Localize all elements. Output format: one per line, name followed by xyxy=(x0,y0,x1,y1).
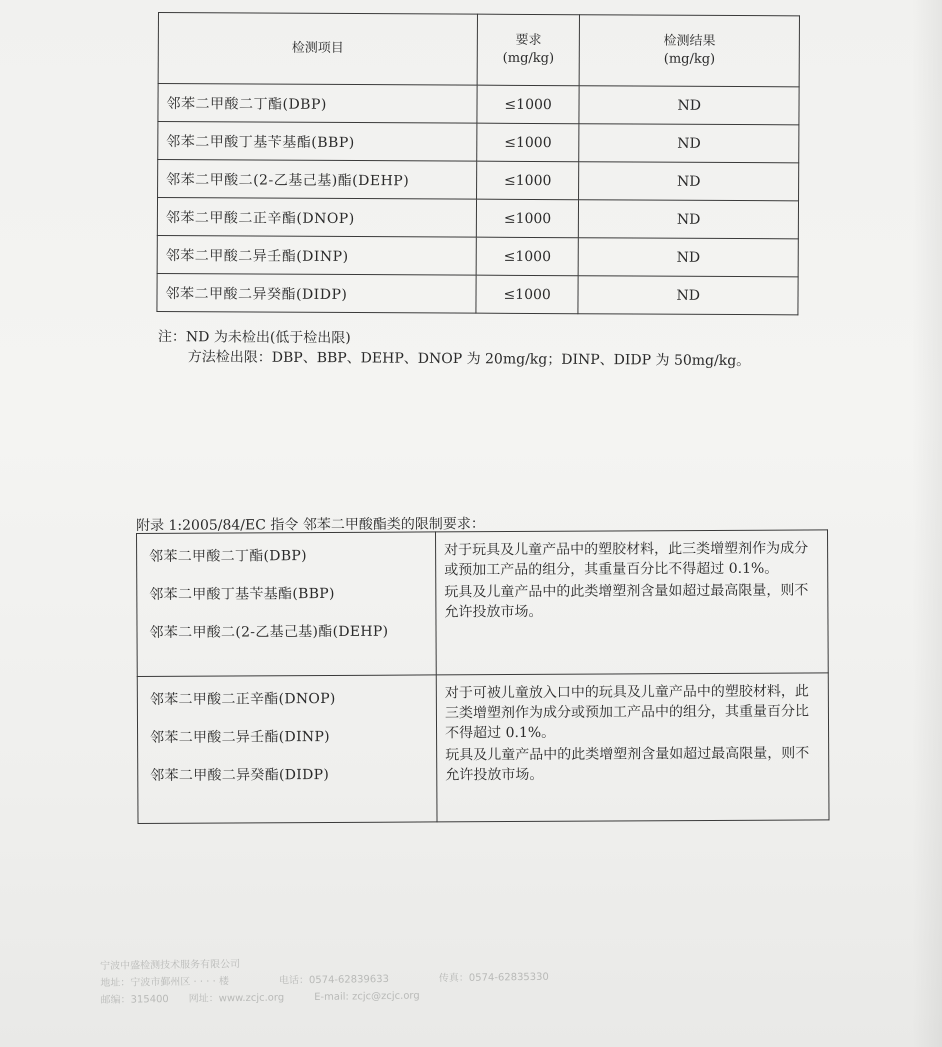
row-item: 邻苯二甲酸二丁酯(DBP) xyxy=(158,84,477,124)
appendix-requirement-market: 玩具及儿童产品中的此类增塑剂含量如超过最高限量，则不允许投放市场。 xyxy=(445,745,810,784)
appendix-item: 邻苯二甲酸丁基苄基酯(BBP) xyxy=(149,585,335,603)
footer-company: 宁波中盛检测技术服务有限公司 xyxy=(100,959,241,972)
appendix-table xyxy=(136,529,830,824)
table-row xyxy=(158,160,799,201)
appendix-item: 邻苯二甲酸二丁酯(DBP) xyxy=(149,548,307,565)
header-requirement-unit: (mg/kg) xyxy=(502,50,555,67)
footer-phone: 电话：0574-62839633 xyxy=(278,973,389,987)
table-row xyxy=(158,122,799,163)
row-item: 邻苯二甲酸丁基苄基酯(BBP) xyxy=(158,122,477,162)
row-item: 邻苯二甲酸二(2-乙基己基)酯(DEHP) xyxy=(158,160,477,200)
test-results-table xyxy=(156,12,800,315)
row-requirement: ≤1000 xyxy=(477,123,580,162)
row-result: ND xyxy=(579,200,799,239)
appendix-item: 邻苯二甲酸二异癸酯(DIDP) xyxy=(150,766,330,784)
appendix-requirement-cell xyxy=(436,530,829,675)
row-item: 邻苯二甲酸二异壬酯(DINP) xyxy=(157,235,476,275)
appendix-requirement-cell xyxy=(436,673,829,822)
header-result xyxy=(580,15,800,87)
appendix-item: 邻苯二甲酸二正辛酯(DNOP) xyxy=(149,690,336,708)
row-result: ND xyxy=(579,86,799,125)
page-footer xyxy=(100,952,549,1009)
table-notes xyxy=(158,327,751,371)
row-result: ND xyxy=(579,124,799,163)
row-requirement: ≤1000 xyxy=(476,275,579,314)
appendix-item: 邻苯二甲酸二异壬酯(DINP) xyxy=(150,728,330,746)
row-result: ND xyxy=(579,238,799,277)
header-requirement xyxy=(477,14,580,86)
page-edge-shadow xyxy=(912,0,942,1047)
row-result: ND xyxy=(579,162,799,201)
table-row xyxy=(157,198,798,239)
appendix-requirement-limit: 对于玩具及儿童产品中的塑胶材料，此三类增塑剂作为成分或预加工产品的组分，其重量百分比不得超过 0.1%。 xyxy=(444,540,809,579)
note-nd-definition: 注：ND 为未检出(低于检出限) xyxy=(157,328,351,347)
row-requirement: ≤1000 xyxy=(476,161,579,200)
table-header-row xyxy=(158,13,799,87)
appendix-row xyxy=(137,673,829,824)
appendix-items-cell xyxy=(137,675,437,824)
row-result: ND xyxy=(578,276,798,315)
row-item: 邻苯二甲酸二正辛酯(DNOP) xyxy=(157,198,476,238)
row-requirement: ≤1000 xyxy=(476,199,579,238)
appendix-title: 附录 1:2005/84/EC 指令 邻苯二甲酸酯类的限制要求： xyxy=(136,516,485,534)
note-detection-limit: 方法检出限：DBP、BBP、DEHP、DNOP 为 20mg/kg；DINP、DIDP 为 50mg/kg。 xyxy=(187,349,751,370)
footer-website: 网址：www.zcjc.org xyxy=(188,992,285,1005)
footer-fax: 传真：0574-62835330 xyxy=(438,971,549,985)
table-row xyxy=(157,273,798,314)
header-item: 检测项目 xyxy=(158,13,477,86)
footer-email: E-mail: zcjc@zcjc.org xyxy=(314,990,420,1004)
header-result-unit: (mg/kg) xyxy=(663,51,716,67)
appendix-requirement-market: 玩具及儿童产品中的此类增塑剂含量如超过最高限量，则不允许投放市场。 xyxy=(444,582,809,621)
appendix-requirement-limit: 对于可被儿童放入口中的玩具及儿童产品中的塑胶材料，此三类增塑剂作为成分或预加工产品中的组分，其重量百分比不得超过 0.1%。 xyxy=(444,683,810,742)
appendix-row xyxy=(137,530,829,677)
row-item: 邻苯二甲酸二异癸酯(DIDP) xyxy=(157,273,476,313)
appendix-item: 邻苯二甲酸二(2-乙基己基)酯(DEHP) xyxy=(149,623,389,641)
header-result-label: 检测结果 xyxy=(663,33,716,49)
appendix-items-cell xyxy=(137,532,437,677)
header-requirement-label: 要求 xyxy=(515,32,542,49)
table-row xyxy=(158,84,799,125)
row-requirement: ≤1000 xyxy=(476,237,579,276)
footer-postcode: 邮编：315400 xyxy=(100,994,169,1006)
row-requirement: ≤1000 xyxy=(477,85,580,124)
footer-address: 地址：宁波市鄞州区 · · · · 楼 xyxy=(100,976,230,989)
table-row xyxy=(157,235,798,276)
